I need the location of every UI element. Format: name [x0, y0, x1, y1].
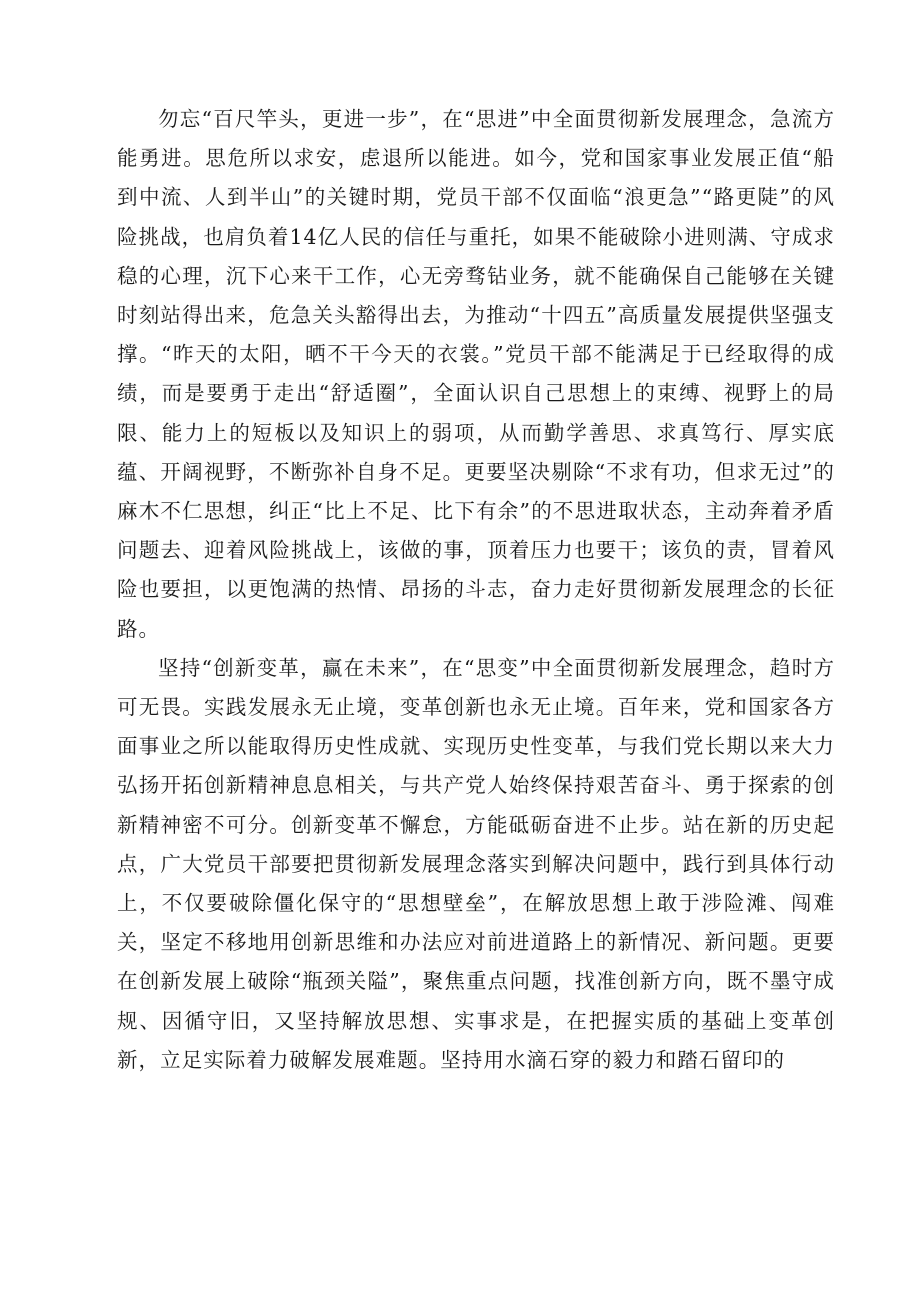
paragraph-sijin: 勿忘“百尺竿头，更进一步”，在“思进”中全面贯彻新发展理念，急流方能勇进。思危所以求安，虑退所以能进。如今，党和国家事业发展正值“船到中流、人到半山”的关键时期，党员干部不仅面临“浪更急”“路更陡”的风险挑战，也肩负着14亿人民的信任与重托，如果不能破除小进则满、守成求稳的心理，沉下心来干工作，心无旁骛钻业务，就不能确保自己能够在关键时刻站得出来，危急关头豁得出去，为推动“十四五”高质量发展提供坚强支撑。“昨天的太阳，晒不干今天的衣裳。”党员干部不能满足于已经取得的成绩，而是要勇于走出“舒适圈”，全面认识自己思想上的束缚、视野上的局限、能力上的短板以及知识上的弱项，从而勤学善思、求真笃行、厚实底蕴、开阔视野，不断弥补自身不足。更要坚决剔除“不求有功，但求无过”的麻木不仁思想，纠正“比上不足、比下有余”的不思进取状态，主动奔着矛盾问题去、迎着风险挑战上，该做的事，顶着压力也要干；该负的责，冒着风险也要担，以更饱满的热情、昂扬的斗志，奋力走好贯彻新发展理念的长征路。	[117, 107, 835, 641]
paragraph-sibian: 坚持“创新变革，赢在未来”，在“思变”中全面贯彻新发展理念，趋时方可无畏。实践发展永无止境，变革创新也永无止境。百年来，党和国家各方面事业之所以能取得历史性成就、实现历史性变革，与我们党长期以来大力弘扬开拓创新精神息息相关，与共产党人始终保持艰苦奋斗、勇于探索的创新精神密不可分。创新变革不懈怠，方能砥砺奋进不止步。站在新的历史起点，广大党员干部要把贯彻新发展理念落实到解决问题中，践行到具体行动上，不仅要破除僵化保守的“思想壁垒”，在解放思想上敢于涉险滩、闯难关，坚定不移地用创新思维和办法应对前进道路上的新情况、新问题。更要在创新发展上破除“瓶颈关隘”，聚焦重点问题，找准创新方向，既不墨守成规、因循守旧，又坚持解放思想、实事求是，在把握实质的基础上变革创新，立足实际着力破解发展难题。坚持用水滴石穿的毅力和踏石留印的	[117, 655, 835, 1072]
document-body	[117, 100, 835, 1080]
